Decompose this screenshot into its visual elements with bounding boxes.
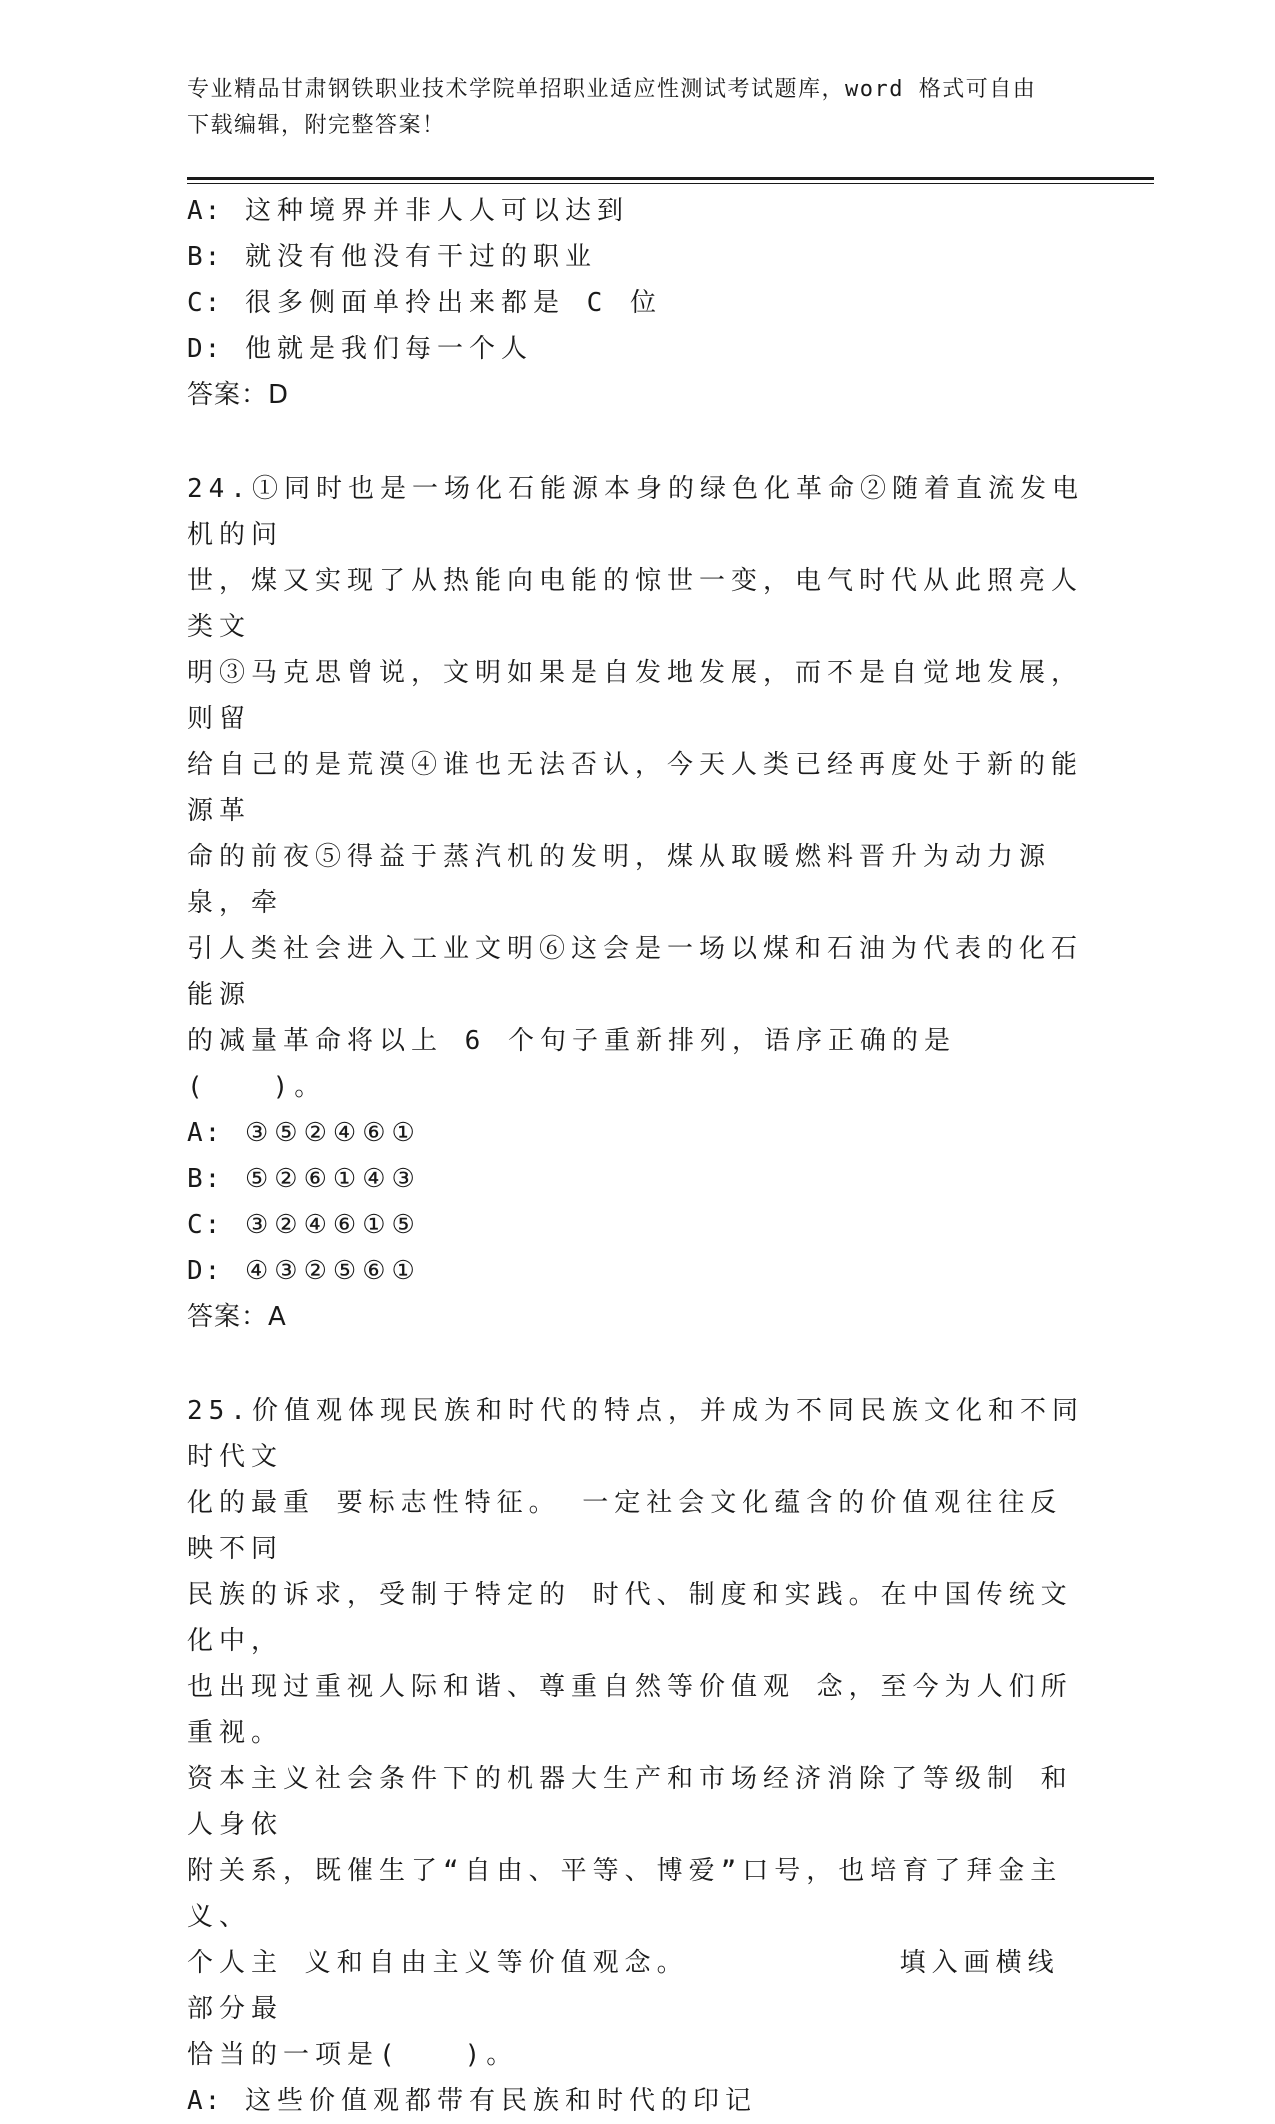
- option-key: D:: [187, 334, 223, 364]
- question-line: 明③马克思曾说，文明如果是自发地发展，而不是自觉地发展，则留: [187, 658, 1084, 734]
- question-line: 个人主 义和自由主义等价值观念。 填入画横线部分最: [187, 1948, 1060, 2024]
- header-line-1: 专业精品甘肃钢铁职业技术学院单招职业适应性测试考试题库，word 格式可自由: [187, 77, 1037, 102]
- question-24-options: [187, 1110, 1087, 1294]
- option-text: ③⑤②④⑥①: [245, 1118, 421, 1148]
- option-key: C:: [187, 288, 223, 318]
- question-line: 民族的诉求，受制于特定的 时代、制度和实践。在中国传统文化中，: [187, 1580, 1073, 1656]
- question-line: 恰当的一项是( )。: [187, 2040, 519, 2070]
- option-c: [187, 280, 1087, 326]
- option-b: [187, 234, 1087, 280]
- question-line: 25.价值观体现民族和时代的特点，并成为不同民族文化和不同时代文: [187, 1396, 1084, 1472]
- option-text: 这些价值观都带有民族和时代的印记: [245, 2086, 758, 2116]
- option-text: ③②④⑥①⑤: [245, 1210, 421, 1240]
- spacer: [187, 418, 1087, 466]
- option-key: B:: [187, 1164, 223, 1194]
- question-line: 命的前夜⑤得益于蒸汽机的发明，煤从取暖燃料晋升为动力源泉，牵: [187, 842, 1052, 918]
- question-23-answer: 答案：D: [187, 380, 290, 410]
- spacer: [187, 1340, 1087, 1388]
- question-24-answer: 答案：A: [187, 1302, 287, 1332]
- header-line-2: 下载编辑，附完整答案！: [187, 113, 446, 138]
- option-b: [187, 1156, 1087, 1202]
- document-header: [187, 72, 1067, 144]
- question-line: 也出现过重视人际和谐、尊重自然等价值观 念，至今为人们所重视。: [187, 1672, 1073, 1748]
- option-key: A:: [187, 2086, 223, 2116]
- option-d: [187, 1248, 1087, 1294]
- header-rule-thick: [187, 177, 1154, 180]
- option-key: D:: [187, 1256, 223, 1286]
- option-key: A:: [187, 196, 223, 226]
- question-25-options: [187, 2078, 1087, 2124]
- question-line: 世，煤又实现了从热能向电能的惊世一变，电气时代从此照亮人类文: [187, 566, 1084, 642]
- option-c: [187, 1202, 1087, 1248]
- option-text: ④③②⑤⑥①: [245, 1256, 421, 1286]
- option-d: [187, 326, 1087, 372]
- option-text: ⑤②⑥①④③: [245, 1164, 421, 1194]
- question-line: 附关系，既催生了“自由、平等、博爱”口号，也培育了拜金主义、: [187, 1856, 1063, 1932]
- question-line: 24.①同时也是一场化石能源本身的绿色化革命②随着直流发电机的问: [187, 474, 1084, 550]
- option-key: B:: [187, 242, 223, 272]
- option-text: 就没有他没有干过的职业: [245, 242, 598, 272]
- option-text: 这种境界并非人人可以达到: [245, 196, 630, 226]
- option-text: 很多侧面单拎出来都是 C 位: [245, 288, 662, 318]
- option-a: [187, 1110, 1087, 1156]
- document-body: [187, 188, 1087, 2124]
- question-line: 资本主义社会条件下的机器大生产和市场经济消除了等级制 和人身依: [187, 1764, 1073, 1840]
- option-a: [187, 188, 1087, 234]
- option-text: 他就是我们每一个人: [245, 334, 534, 364]
- question-line: 给自己的是荒漠④谁也无法否认，今天人类已经再度处于新的能源革: [187, 750, 1084, 826]
- option-a: [187, 2078, 1087, 2124]
- question-25-stem: [187, 1388, 1087, 2078]
- question-line: 的减量革命将以上 6 个句子重新排列，语序正确的是( )。: [187, 1026, 956, 1102]
- option-key: C:: [187, 1210, 223, 1240]
- option-key: A:: [187, 1118, 223, 1148]
- question-line: 引人类社会进入工业文明⑥这会是一场以煤和石油为代表的化石能源: [187, 934, 1084, 1010]
- question-23-options: [187, 188, 1087, 372]
- question-24-stem: [187, 466, 1087, 1110]
- header-rule-thin: [187, 183, 1154, 184]
- question-line: 化的最重 要标志性特征。 一定社会文化蕴含的价值观往往反映不同: [187, 1488, 1063, 1564]
